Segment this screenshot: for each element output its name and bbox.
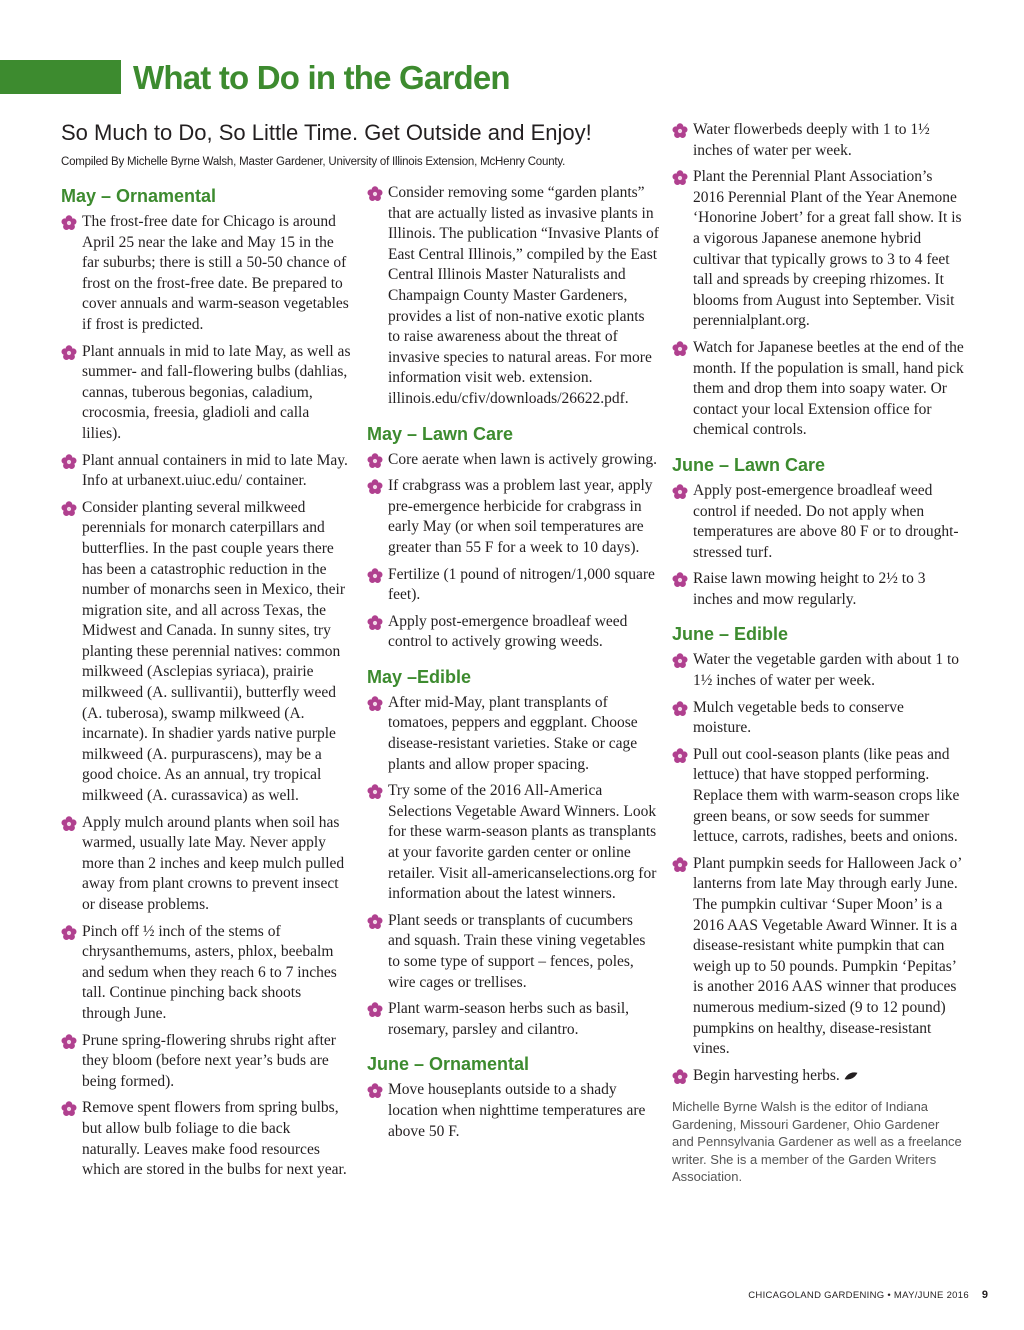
flower-bullet-icon xyxy=(672,653,688,669)
section-heading-june-edible: June – Edible xyxy=(672,624,789,645)
header-accent-bar xyxy=(0,60,121,94)
list-item-text: Water flowerbeds deeply with 1 to 1½ inches of water per week. xyxy=(693,121,930,159)
list-item xyxy=(367,911,659,993)
list-item-text: Plant annual containers in mid to late May. Info at urbanext.uiuc.edu/ container. xyxy=(82,451,348,490)
list-item xyxy=(672,650,964,691)
flower-bullet-icon xyxy=(367,186,383,202)
page-title: What to Do in the Garden xyxy=(133,59,510,96)
section-heading-may-lawn-care: May – Lawn Care xyxy=(367,423,514,444)
list-item xyxy=(367,476,659,558)
list-item-text: Move houseplants outside to a shady location when nighttime temperatures are above 50 F. xyxy=(388,1081,646,1140)
list-may-edible xyxy=(367,693,659,1041)
list-item-text: Plant annuals in mid to late May, as well as summer- and fall-flowering bulbs (dahlias, cannas, tuberous begonias, caladium, crocosmia, freesia, gladioli and calla lilies). xyxy=(82,342,351,442)
list-item-text: Plant warm-season herbs such as basil, rosemary, parsley and cilantro. xyxy=(388,1000,630,1038)
flower-bullet-icon xyxy=(61,501,77,517)
list-item-text: Water the vegetable garden with about 1 to 1½ inches of water per week. xyxy=(693,651,960,690)
flower-bullet-icon xyxy=(367,1002,383,1018)
list-june-ornamental-continued xyxy=(672,120,964,441)
flower-bullet-icon xyxy=(61,1034,77,1050)
list-item xyxy=(61,212,351,336)
list-item xyxy=(367,693,659,775)
list-item xyxy=(367,612,659,653)
flower-bullet-icon xyxy=(61,925,77,941)
list-item-text: Prune spring-flowering shrubs right after they bloom (before next year’s buds are being formed). xyxy=(82,1031,336,1090)
column-3 xyxy=(672,120,964,1185)
list-item-text: Mulch vegetable beds to conserve moisture. xyxy=(693,698,904,737)
list-item-text: Begin harvesting herbs. xyxy=(693,1066,840,1084)
list-item-text: Plant seeds or transplants of cucumbers and squash. Train these vining vegetables to some type of support – fences, poles, wire cages or trellises. xyxy=(388,911,646,991)
section-heading-june-lawn-care: June – Lawn Care xyxy=(672,454,826,475)
list-item xyxy=(672,338,964,441)
list-item xyxy=(61,498,351,807)
list-item xyxy=(367,450,659,471)
flower-bullet-icon xyxy=(367,615,383,631)
flower-bullet-icon xyxy=(61,1101,77,1117)
section-heading-may-edible: May –Edible xyxy=(367,666,472,687)
flower-bullet-icon xyxy=(672,572,688,588)
list-item xyxy=(672,481,964,563)
list-item xyxy=(367,1080,659,1142)
flower-bullet-icon xyxy=(367,568,383,584)
list-may-ornamental xyxy=(61,212,351,1181)
flower-bullet-icon xyxy=(61,345,77,361)
flower-bullet-icon xyxy=(672,748,688,764)
list-item-text: Try some of the 2016 All-America Selections Vegetable Award Winners. Look for these warm-season plants as transplants at your favorite garden center or online retailer. Visit all-americanselections.org for information about the latest winners. xyxy=(388,782,657,903)
list-item-text: Apply mulch around plants when soil has warmed, usually late May. Never apply more than 2 inches and keep mulch pulled away from plant crowns to prevent insect or disease problems. xyxy=(82,813,345,913)
list-may-ornamental-continued xyxy=(367,183,659,410)
section-heading-june-ornamental: June – Ornamental xyxy=(367,1054,530,1075)
list-item-text: If crabgrass was a problem last year, apply pre-emergence herbicide for crabgrass in early May (or when soil temperatures are greater than 55 F for a week to 10 days). xyxy=(388,477,653,556)
list-june-ornamental xyxy=(367,1080,659,1142)
list-item-text: Apply post-emergence broadleaf weed control if needed. Do not apply when temperatures are above 80 F or to drought-stressed turf. xyxy=(693,481,959,561)
flower-bullet-icon xyxy=(367,784,383,800)
flower-bullet-icon xyxy=(672,341,688,357)
flower-bullet-icon xyxy=(367,453,383,469)
list-item-text: The frost-free date for Chicago is around April 25 near the lake and May 15 in the far suburbs; there is still a 50-50 chance of frost on the frost-free date. Be prepared to cover annuals and warm-season vegetables if frost is predicted. xyxy=(82,213,349,333)
list-item xyxy=(367,999,659,1040)
list-item-text: Raise lawn mowing height to 2½ to 3 inches and mow regularly. xyxy=(693,570,926,608)
flower-bullet-icon xyxy=(672,123,688,139)
list-item xyxy=(61,342,351,445)
leaf-end-icon xyxy=(844,1071,858,1081)
list-item-text: Watch for Japanese beetles at the end of the month. If the population is small, hand pick them and drop them into soapy water. Or contact your local Extension office for chemical controls. xyxy=(693,338,964,439)
list-item xyxy=(672,1066,964,1087)
list-item-text: Consider planting several milkweed perennials for monarch caterpillars and butterflies. In the past couple years there has been a catastrophic reduction in the number of monarchs seen in Mexico, their migration site, and all across Texas, the Midwest and Canada. In sunny sites, try planting these perennial natives: common milkweed (Asclepias syriaca), prairie milkweed (A. sullivantii), butterfly weed (A. tuberosa), swamp milkweed (A. incarnate). In shadier yards native purple milkweed (A. purpurascens), may be a good choice. As an annual, try tropical milkweed (A. curassavica) as well. xyxy=(82,498,345,805)
list-item xyxy=(61,1098,351,1180)
flower-bullet-icon xyxy=(61,454,77,470)
list-item-text: Consider removing some “garden plants” that are actually listed as invasive plants in Illinois. The publication “Invasive Plants of East Central Illinois,” compiled by the East Central Illinois Master Naturalists and Champaign County Master Gardeners, provides a list of non-native exotic plants to raise awareness about the threat of invasive species to natural areas. For more information visit web. extension. illinois.edu/cfiv/downloads/26622.pdf. xyxy=(388,184,659,407)
list-item xyxy=(672,167,964,332)
author-note: Michelle Byrne Walsh is the editor of Indiana Gardening, Missouri Gardener, Ohio Gardener and Pennsylvania Gardener as well as a freelance writer. She is a member of the Garden Writers Association. xyxy=(672,1099,962,1184)
page-footer xyxy=(748,1289,988,1301)
column-2 xyxy=(367,183,659,1148)
list-item xyxy=(61,451,351,492)
list-item xyxy=(367,183,659,410)
list-item-text: Remove spent flowers from spring bulbs, but allow bulb foliage to die back naturally. Leaves make food resources which are stored in the bulbs for next year. xyxy=(82,1099,347,1179)
flower-bullet-icon xyxy=(367,914,383,930)
list-item-text: After mid-May, plant transplants of tomatoes, peppers and eggplant. Choose disease-resistant varieties. Stake or cage plants and allow proper spacing. xyxy=(388,693,638,773)
flower-bullet-icon xyxy=(367,479,383,495)
list-item xyxy=(61,813,351,916)
list-item xyxy=(61,922,351,1025)
flower-bullet-icon xyxy=(672,701,688,717)
flower-bullet-icon xyxy=(367,696,383,712)
list-item xyxy=(367,565,659,606)
flower-bullet-icon xyxy=(61,215,77,231)
list-item xyxy=(672,854,964,1060)
list-item-text: Fertilize (1 pound of nitrogen/1,000 square feet). xyxy=(388,565,655,604)
list-june-edible xyxy=(672,650,964,1086)
byline: Compiled By Michelle Byrne Walsh, Master Gardener, University of Illinois Extension, McHenry County. xyxy=(61,156,566,168)
list-item xyxy=(672,745,964,848)
flower-bullet-icon xyxy=(672,484,688,500)
list-item-text: Pull out cool-season plants (like peas and lettuce) that have stopped performing. Replace them with warm-season crops like green beans, or sow seeds for summer lettuce, carrots, radishes, beets and onions. xyxy=(693,745,960,846)
list-item xyxy=(367,781,659,905)
list-item-text: Core aerate when lawn is actively growing. xyxy=(388,450,658,468)
list-item xyxy=(61,1031,351,1093)
list-item-text: Plant pumpkin seeds for Halloween Jack o’ lanterns from late May through early June. The pumpkin cultivar ‘Super Moon’ is a 2016 AAS Vegetable Award Winner. It is a disease-resistant white pumpkin that can weigh up to 50 pounds. Pumpkin ‘Pepitas’ is another 2016 AAS winner that produces numerous medium-sized (9 to 12 pound) pumpkins on healthy, disease-resistant vines. xyxy=(693,854,962,1058)
flower-bullet-icon xyxy=(367,1083,383,1099)
flower-bullet-icon xyxy=(672,170,688,186)
footer-publication: CHICAGOLAND GARDENING • MAY/JUNE 2016 xyxy=(748,1290,969,1301)
page-subtitle: So Much to Do, So Little Time. Get Outside and Enjoy! xyxy=(61,120,592,145)
page-number: 9 xyxy=(981,1289,988,1301)
list-item-text: Plant the Perennial Plant Association’s 2016 Perennial Plant of the Year Anemone ‘Honorine Jobert’ for a great fall show. It is a vigorous Japanese anemone hybrid cultivar that typically grows to 3 to 4 feet tall and spreads by creeping rhizomes. It blooms from August into September. Visit perennialplant.org. xyxy=(693,168,962,330)
flower-bullet-icon xyxy=(61,816,77,832)
list-item xyxy=(672,569,964,610)
list-june-lawn-care xyxy=(672,481,964,611)
flower-bullet-icon xyxy=(672,1069,688,1085)
list-item xyxy=(672,698,964,739)
list-may-lawn-care xyxy=(367,450,659,653)
flower-bullet-icon xyxy=(672,857,688,873)
list-item xyxy=(672,120,964,161)
list-item-text: Pinch off ½ inch of the stems of chrysanthemums, asters, phlox, beebalm and sedum when they reach 6 to 7 inches tall. Continue pinching back shoots through June. xyxy=(82,922,337,1022)
list-item-text: Apply post-emergence broadleaf weed control to actively growing weeds. xyxy=(388,612,628,651)
column-1 xyxy=(61,182,351,1187)
section-heading-may-ornamental: May – Ornamental xyxy=(61,186,217,206)
